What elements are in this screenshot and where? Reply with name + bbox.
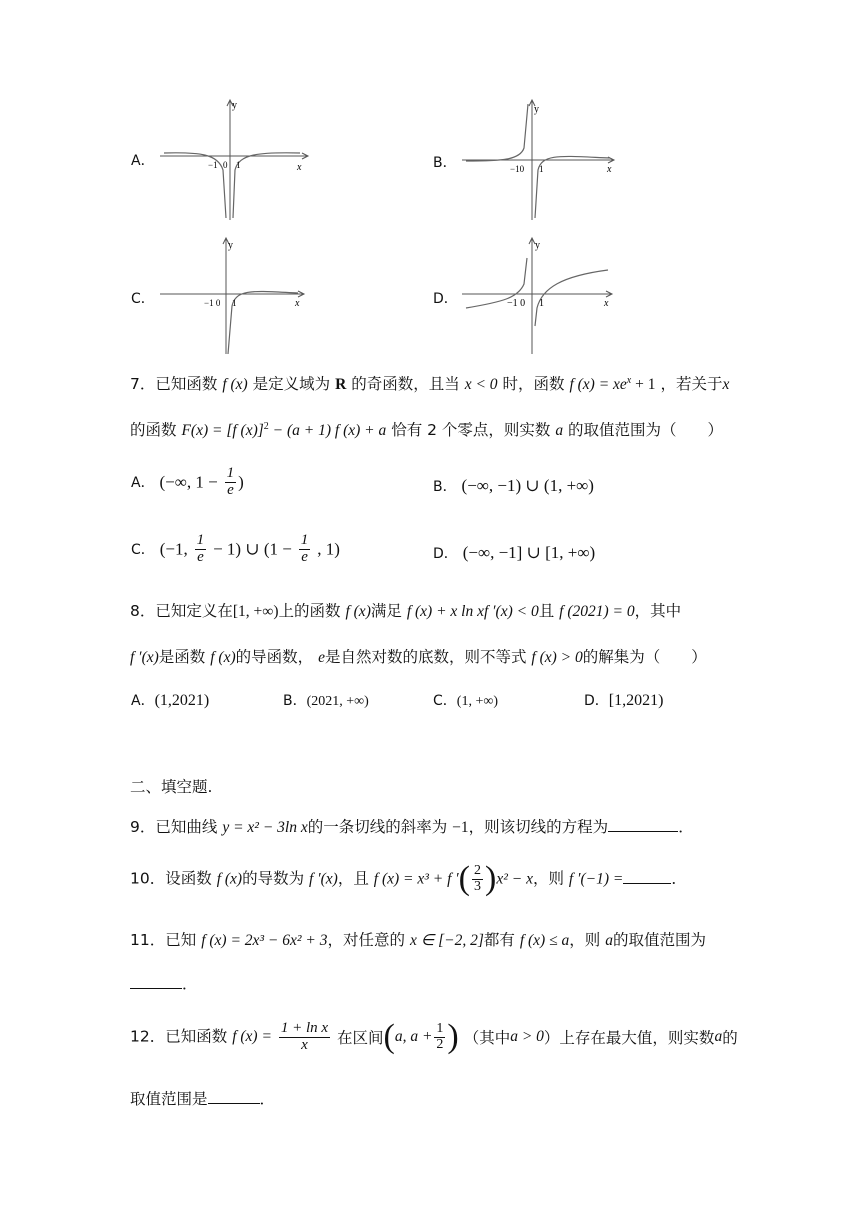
graph-option-b [462, 98, 620, 222]
tick-zero: 0 [223, 160, 228, 170]
axis-x-label: x [604, 298, 609, 309]
q7-line1: 7．已知函数 f (x) 是定义域为 R 的奇函数，且当 x < 0 时，函数 f $(x) = xe^x + 1$ ，若关于x [130, 374, 730, 393]
graph-option-d [462, 236, 618, 356]
tick-neg1-0: −1 0 [204, 298, 221, 308]
q10-blank[interactable] [623, 869, 671, 884]
option-d-label[interactable]: D． [433, 291, 458, 307]
axis-x-label: x [607, 164, 612, 175]
tick-neg10: −10 [510, 164, 525, 174]
q11: 11．已知 f (x) = 2x³ − 6x² + 3，对任意的 x ∈ [−2, 2]都有 f (x) ≤ a，则 a的取值范围为 [130, 931, 706, 949]
q7-option-c[interactable]: C． (−1, $\frac{1}{e}$ − 1) ∪ (1 − $\frac{1}{e}$ , 1) [131, 532, 340, 565]
tick-one: 1 [539, 298, 544, 309]
q8-line2: f ′(x)是函数 f (x)的导函数， e是自然对数的底数，则不等式 f (x) > 0的解集为（ ） [130, 648, 707, 666]
tick-neg1-0: −1 0 [507, 298, 526, 309]
q8-line1: 8．已知定义在[1, +∞)上的函数 f (x)满足 f (x) + x ln xf ′(x) < 0且 f (2021) = 0，其中 [130, 602, 682, 620]
tick-neg1: −1 [208, 160, 218, 170]
q11-blank[interactable] [130, 974, 182, 989]
q7-option-b[interactable]: B． (−∞, −1) ∪ (1, +∞) [433, 476, 594, 495]
axis-x-label: x [295, 298, 300, 309]
q7-line2: 的函数 F(x) = [f (x)]$^2$ − (a + 1) f (x) + a 恰有 2 个零点，则实数 a 的取值范围为（ ） [130, 420, 724, 439]
q9: 9．已知曲线 y = x² − 3ln x的一条切线的斜率为 −1，则该切线的方程为 ． [130, 818, 694, 836]
q8-option-d[interactable]: D．[1,2021) [584, 692, 664, 709]
section-heading: 二、填空题. [130, 778, 213, 796]
q12-blank[interactable] [208, 1089, 260, 1104]
graph-option-c [160, 236, 308, 356]
option-b-label[interactable]: B． [433, 155, 457, 171]
axis-y-label: y [534, 104, 539, 115]
q10: 10．设函数 f (x)的导数为 f ′(x)，且 f (x) = x³ + f ′( $\frac{2}{3}$ )x² − x，则 f ′(−1) = ． [130, 860, 687, 897]
q12-line2: 取值范围是 ． [130, 1090, 276, 1108]
q7-option-d[interactable]: D． (−∞, −1] ∪ [1, +∞) [433, 543, 596, 562]
q7-option-a[interactable]: A． (−∞, 1 − $\frac{1}{e}$ ) [131, 465, 244, 498]
axis-y-label: y [232, 100, 237, 111]
graph-option-a [160, 98, 310, 222]
option-c-label[interactable]: C． [131, 291, 155, 307]
axis-x-label: x [297, 162, 302, 173]
q8-option-b[interactable]: B．(2021, +∞) [283, 693, 369, 709]
q8-option-c[interactable]: C．(1, +∞) [433, 693, 498, 709]
q8-option-a[interactable]: A．(1,2021) [131, 692, 210, 709]
option-a-label[interactable]: A． [131, 153, 155, 169]
q11-line2: ． [130, 972, 198, 994]
tick-one: 1 [539, 164, 544, 174]
tick-one: 1 [232, 298, 237, 308]
tick-one: 1 [236, 160, 241, 170]
q12: 12．已知函数 f (x) = $\frac{\text{1 + ln x}}{x}$ 在区间(a, a + $\frac{1}{2}$ ) （其中a > 0）上存在最大值，则实数a的 [130, 1018, 738, 1055]
q9-blank[interactable] [608, 817, 678, 832]
axis-y-label: y [535, 240, 540, 251]
axis-y-label: y [228, 240, 233, 251]
